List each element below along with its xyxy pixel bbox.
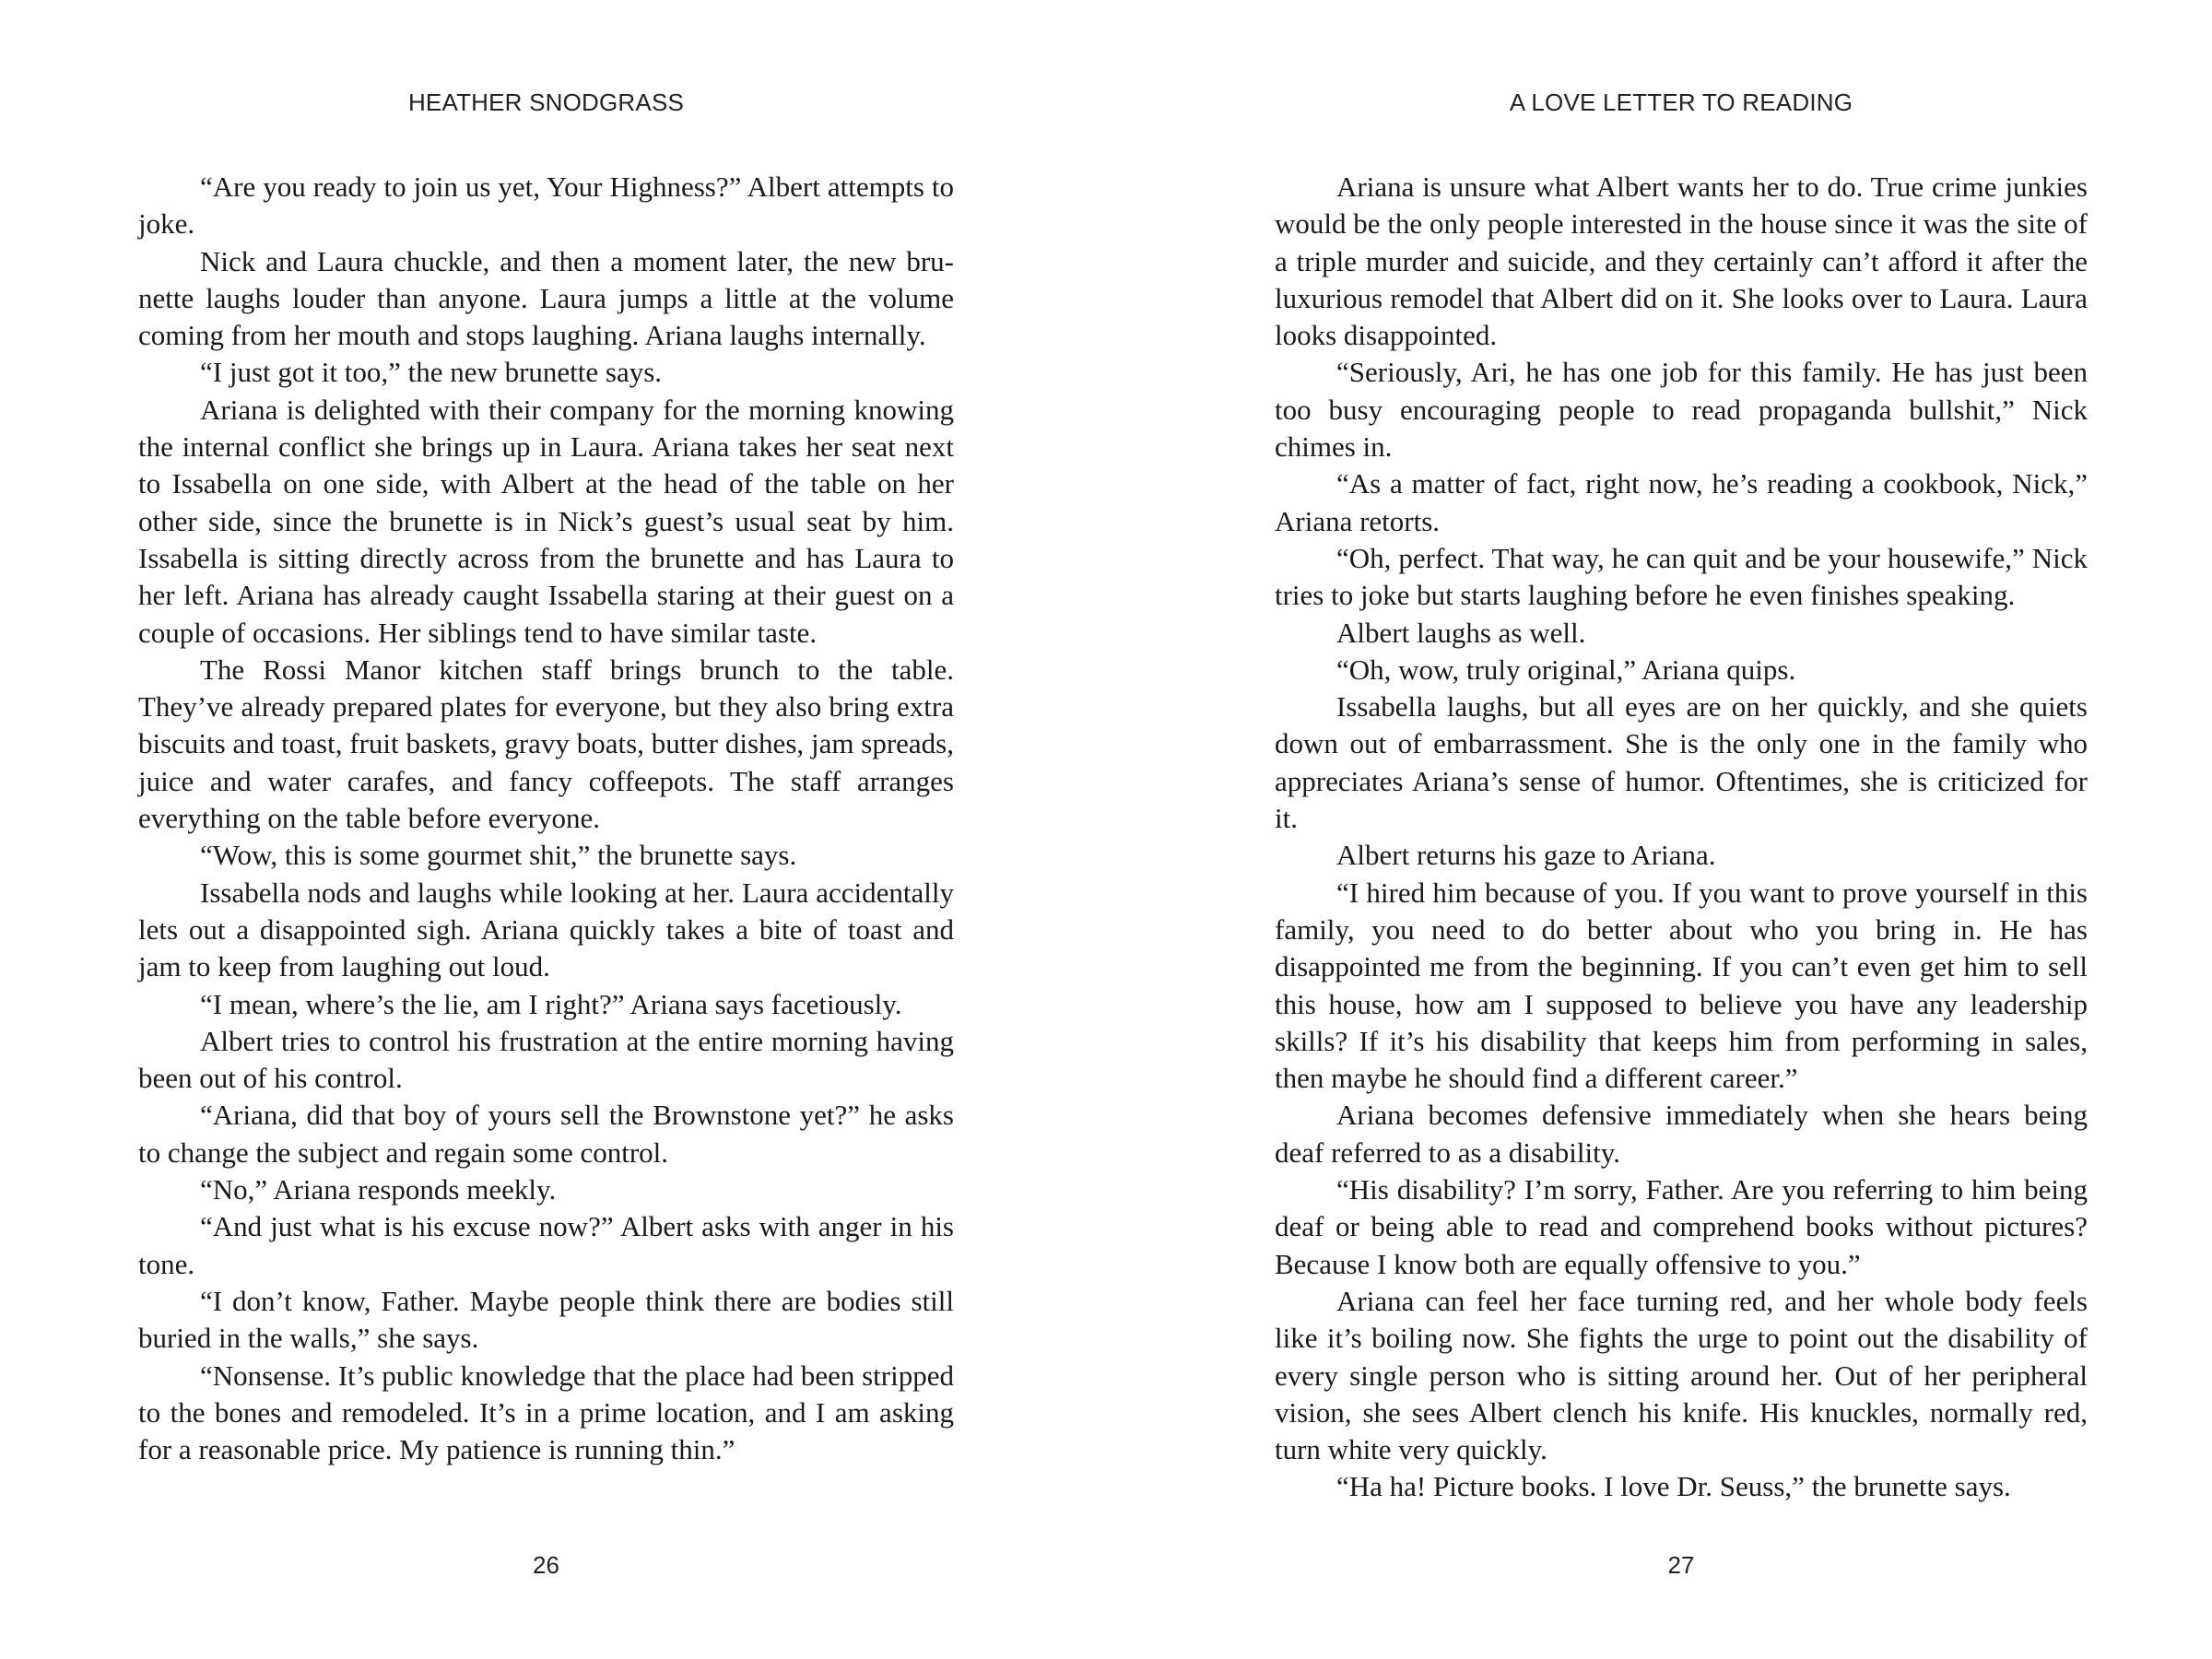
paragraph: “Ariana, did that boy of yours sell the Brownstone yet?” he asks to change the subject and regain some control. — [138, 1099, 954, 1169]
paragraph: The Rossi Manor kitchen staff brings brunch to the table. They’ve already prepared plates for everyone, but they also bring extra biscuits and toast, fruit baskets, gravy boats, butter dishes, jam spreads, juice and water carafes, and fancy coffeepots. The staff arranges everything on the table before everyone. — [138, 653, 954, 835]
paragraph: “I just got it too,” the new brunette says. — [200, 356, 663, 389]
paragraph: “I hired him because of you. If you want to prove yourself in this family, you need to do better about who you bring in. He has disappointed me from the beginning. If you can’t even get him to sell this house, how am I supposed to believe you have any leadership skills? If it’s his disability that keeps him from performing in sales, then maybe he should find a different career.” — [1275, 876, 2088, 1095]
page-number: 27 — [1667, 1551, 1695, 1579]
paragraph: Albert laughs as well. — [1336, 616, 1586, 649]
paragraph: “I mean, where’s the lie, am I right?” Ariana says facetiously. — [200, 987, 902, 1020]
paragraph: Ariana becomes defensive immediately when she hears being deaf referred to as a disability. — [1275, 1099, 2088, 1169]
paragraph: “As a matter of fact, right now, he’s reading a cookbook, Nick,” Ariana retorts. — [1275, 467, 2088, 537]
right-page-body — [1275, 169, 2088, 1506]
paragraph: Ariana is delighted with their company for the morning knowing the internal conflict she brings up in Laura. Ariana takes her seat next to Issabella on one side, with Albert at the head of the table on her other side, since the brunette is in Nick’s guest’s usual seat by him. Issabella is sitting directly across from the brunette and has Laura to her left. Ariana has already caught Issabella staring at their guest on a couple of occasions. Her siblings tend to have similar taste. — [138, 393, 954, 649]
paragraph: “His disability? I’m sorry, Father. Are you referring to him being deaf or being able to read and comprehend books without pictures? Because I know both are equally offensive to you.” — [1275, 1173, 2088, 1280]
paragraph: “And just what is his excuse now?” Albert asks with anger in his tone. — [138, 1210, 954, 1280]
left-page — [138, 0, 954, 1659]
paragraph: “Oh, wow, truly original,” Ariana quips. — [1336, 653, 1796, 686]
right-page — [1275, 0, 2088, 1659]
paragraph: “Oh, perfect. That way, he can quit and be your housewife,” Nick tries to joke but starts laughing before he even finishes speaking. — [1275, 541, 2088, 612]
paragraph: “I don’t know, Father. Maybe people think there are bodies still buried in the walls,” she says. — [138, 1284, 954, 1355]
paragraph: Ariana can feel her face turning red, and her whole body feels like it’s boiling now. She fights the urge to point out the disability of every single person who is sitting around her. Out of her peripheral vision, she sees Albert clench his knife. His knuckles, normally red, turn white very quickly. — [1275, 1284, 2088, 1466]
running-head-author: HEATHER SNODGRASS — [407, 88, 685, 116]
paragraph: Albert returns his gaze to Ariana. — [1336, 839, 1716, 872]
paragraph: Issabella nods and laughs while looking at her. Laura accidentally lets out a disappointed sigh. Ariana quickly takes a bite of toast and jam to keep from laughing out loud. — [138, 876, 954, 983]
paragraph: Albert tries to control his frustration at the entire morning having been out of his control. — [138, 1024, 954, 1095]
paragraph: Ariana is unsure what Albert wants her to do. True crime junkies would be the only people interested in the house since it was the site of a triple murder and suicide, and they certainly can’t afford it after the luxurious remodel that Albert did on it. She looks over to Laura. Laura looks disappointed. — [1275, 171, 2088, 352]
paragraph: “Wow, this is some gourmet shit,” the brunette says. — [200, 839, 797, 872]
paragraph: “Are you ready to join us yet, Your Highness?” Albert attempts to joke. — [138, 171, 954, 241]
paragraph: “Nonsense. It’s public knowledge that the place had been stripped to the bones and remodeled. It’s in a prime location, and I am asking for a reasonable price. My patience is running thin.” — [138, 1359, 954, 1466]
paragraph: Issabella laughs, but all eyes are on her quickly, and she quiets down out of embarrassment. She is the only one in the family who appreciates Ariana’s sense of humor. Oftentimes, she is criticized for it. — [1275, 690, 2088, 835]
paragraph: “Ha ha! Picture books. I love Dr. Seuss,” the brunette says. — [1336, 1470, 2011, 1503]
page-number: 26 — [533, 1551, 559, 1579]
left-page-body — [138, 169, 954, 1468]
paragraph: “Seriously, Ari, he has one job for this family. He has just been too busy encouraging people to read propaganda bullshit,” Nick chimes in. — [1275, 356, 2088, 464]
paragraph: “No,” Ariana responds meekly. — [200, 1173, 557, 1206]
paragraph: Nick and Laura chuckle, and then a moment later, the new brunette laughs louder than anyone. Laura jumps a little at the volume coming from her mouth and stops laughing. Ariana laughs internally. — [138, 244, 954, 352]
running-head-title: A LOVE LETTER TO READING — [1509, 88, 1853, 116]
